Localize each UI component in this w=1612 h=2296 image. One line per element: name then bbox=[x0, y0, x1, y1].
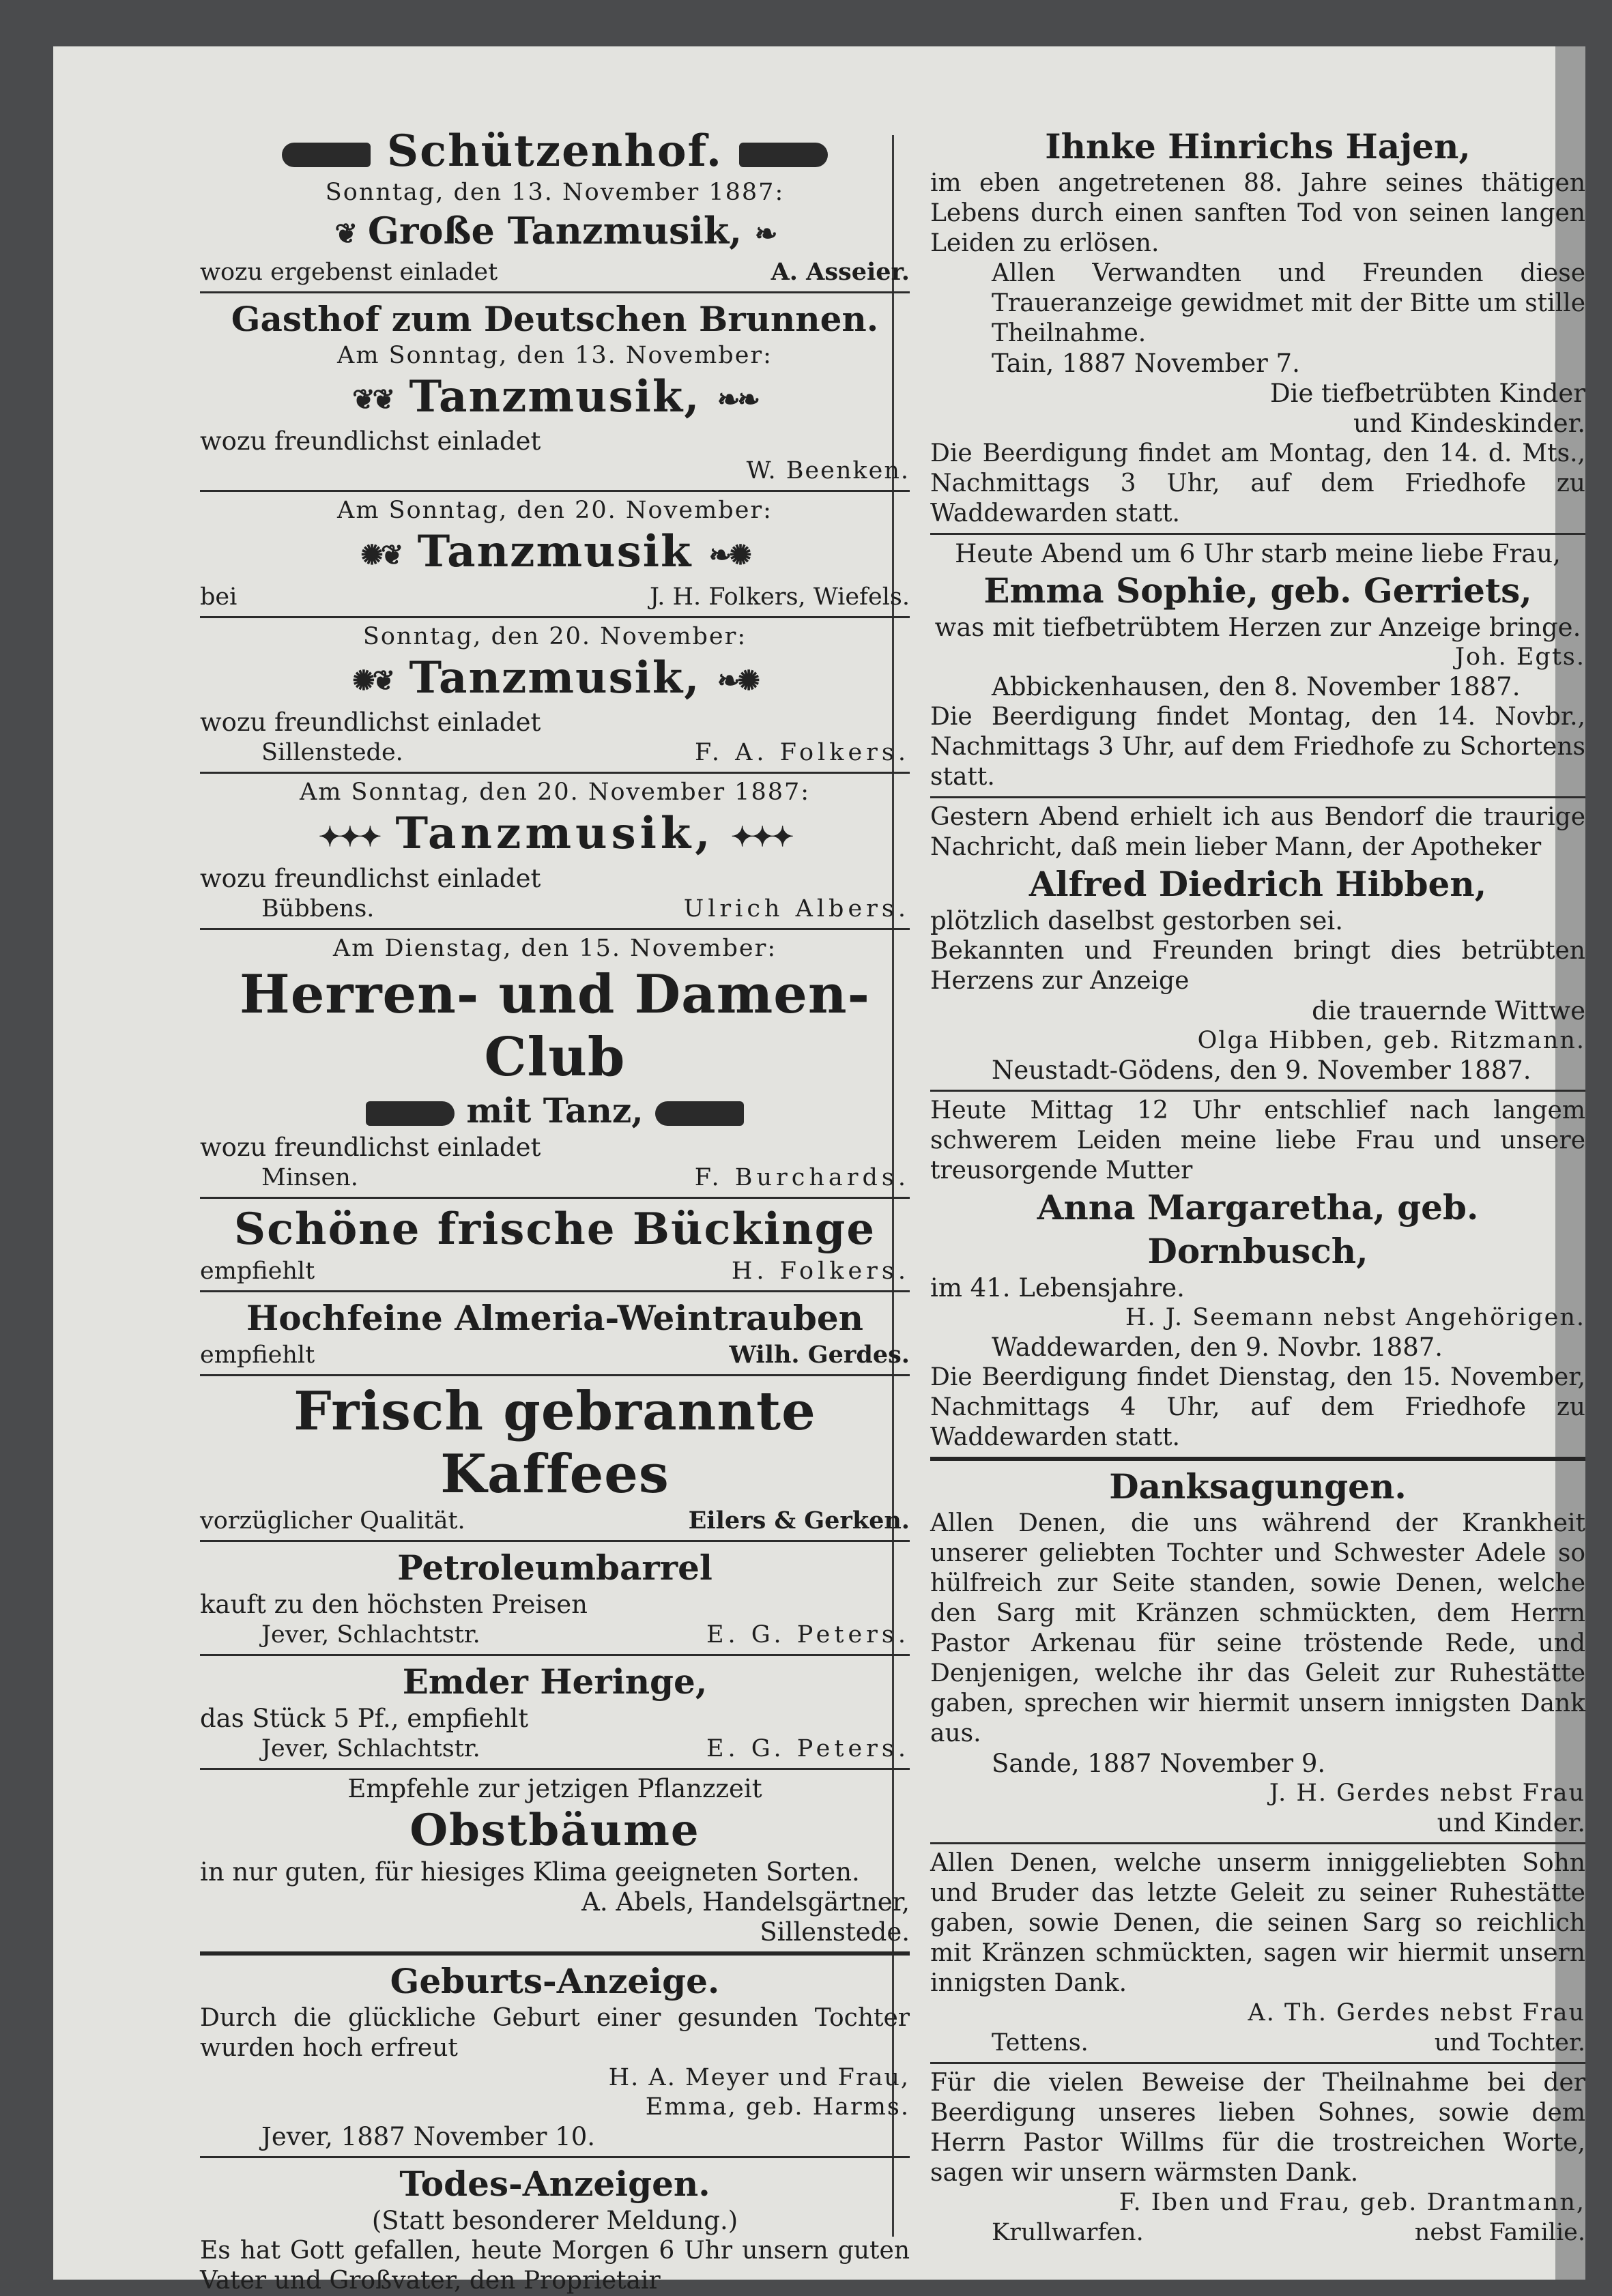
ad-date: Am Sonntag, den 20. November: bbox=[337, 497, 773, 525]
obit-text: was mit tiefbetrübtem Herzen zur Anzeige bringe. bbox=[934, 613, 1581, 642]
ad-place: Jever, 1887 November 10. bbox=[261, 2121, 596, 2151]
divider bbox=[200, 291, 910, 293]
ornament-icon: ❧ bbox=[754, 217, 775, 250]
ad-line: in nur guten, für hiesiges Klima geeigneten Sorten. bbox=[200, 1857, 860, 1887]
ad-signature: F. Burchards. bbox=[694, 1163, 910, 1191]
divider bbox=[200, 1540, 910, 1542]
obit-text-2: Allen Verwandten und Freunden diese Traueranzeige gewidmet mit der Bitte um stille Theilnahme. bbox=[992, 259, 1585, 347]
ad-signature: H. A. Meyer und Frau, bbox=[608, 2063, 910, 2091]
ad-signature: A. Asseier. bbox=[771, 257, 910, 286]
ad-folkers-wiefels bbox=[200, 496, 910, 612]
ad-signature: J. H. Folkers, Wiefels. bbox=[649, 583, 910, 611]
ad-bueckinge bbox=[200, 1203, 910, 1286]
obit-burial: Die Beerdigung findet Dienstag, den 15. November, Nachmittags 4 Uhr, auf dem Friedhofe zu Waddewarden statt. bbox=[930, 1363, 1585, 1451]
thanks-place: Tettens. bbox=[992, 2029, 1089, 2057]
obit-intro: Heute Abend um 6 Uhr starb meine liebe Frau, bbox=[955, 539, 1561, 568]
obit-gerriets bbox=[930, 539, 1585, 792]
divider bbox=[200, 616, 910, 618]
obit-intro: Gestern Abend erhielt ich aus Bendorf die traurige Nachricht, daß mein lieber Mann, der Apotheker bbox=[930, 803, 1585, 861]
divider bbox=[930, 1457, 1585, 1461]
ad-sub: (Statt besonderer Meldung.) bbox=[371, 2205, 738, 2235]
thanks-signature-2: und Tochter. bbox=[1434, 2029, 1585, 2057]
ad-albers bbox=[200, 778, 910, 924]
ad-title: Todes-Anzeigen. bbox=[399, 2163, 710, 2204]
ornament-icon: ✺❦ bbox=[360, 538, 401, 571]
divider bbox=[200, 1197, 910, 1199]
thanks-iben bbox=[930, 2068, 1585, 2248]
obit-text: im 41. Lebensjahre. bbox=[930, 1273, 1185, 1303]
obit-signature-2: Olga Hibben, geb. Ritzmann. bbox=[1197, 1027, 1585, 1054]
ornament-icon: ❦ bbox=[334, 217, 356, 250]
ad-place: Jever, Schlachtstr. bbox=[261, 1734, 480, 1762]
ad-signature: E. G. Peters. bbox=[706, 1734, 910, 1762]
divider bbox=[930, 533, 1585, 535]
divider bbox=[200, 490, 910, 492]
ad-kaffees bbox=[200, 1380, 910, 1536]
divider bbox=[930, 1842, 1585, 1844]
ad-folkers-sillenstede bbox=[200, 622, 910, 768]
obit-hajen bbox=[930, 125, 1585, 529]
ad-line: kauft zu den höchsten Preisen bbox=[200, 1589, 588, 1619]
divider bbox=[200, 2156, 910, 2158]
ad-schuetzenhof bbox=[200, 125, 910, 287]
ad-title: Petroleumbarrel bbox=[397, 1547, 713, 1588]
obit-place: Tain, 1887 November 7. bbox=[992, 349, 1300, 378]
ad-deutschen-brunnen bbox=[200, 297, 910, 486]
thanks-signature-2: und Kinder. bbox=[1437, 1808, 1585, 1837]
ad-place: Minsen. bbox=[261, 1163, 358, 1191]
ornament-icon: ❦❦ bbox=[352, 383, 393, 416]
obit-signature: die trauernde Wittwe bbox=[1312, 996, 1585, 1026]
thanks-signature: A. Th. Gerdes nebst Frau bbox=[1248, 1999, 1585, 2026]
ad-event: Tanzmusik, bbox=[395, 808, 715, 860]
obit-text: plötzlich daselbst gestorben sei. bbox=[930, 906, 1343, 935]
ad-title: Emder Heringe, bbox=[402, 1661, 708, 1702]
left-column bbox=[200, 125, 910, 2296]
ad-obstbaeume bbox=[200, 1774, 910, 1947]
thanks-title: Danksagungen. bbox=[1109, 1466, 1407, 1507]
ad-title: Obstbäume bbox=[409, 1804, 700, 1856]
ad-signature: Wilh. Gerdes. bbox=[729, 1340, 910, 1369]
obit-text: im eben angetretenen 88. Jahre seines thätigen Lebens durch einen sanften Tod von seinen langen Leiden zu erlösen. bbox=[930, 169, 1585, 257]
ad-text: Es hat Gott gefallen, heute Morgen 6 Uhr unsern guten Vater und Großvater, den Proprietair bbox=[200, 2236, 910, 2295]
obit-place: Waddewarden, den 9. Novbr. 1887. bbox=[992, 1333, 1443, 1362]
ad-weintrauben bbox=[200, 1296, 910, 1370]
divider bbox=[200, 1768, 910, 1770]
thanks-text: Allen Denen, die uns während der Krankheit unserer geliebten Tochter und Schwester Adele so hülfreich zur Seite standen, sowie Denen, welche den Sarg mit Kränzen schmückten, dem Herrn Pastor Arkenau für seine tröstende Rede, und Denjenigen, welche ihr das Geleit zur Ruhestätte gaben, sprechen wir hiermit unsern innigsten Dank aus. bbox=[930, 1509, 1585, 1747]
ad-date: Am Sonntag, den 20. November 1887: bbox=[299, 779, 811, 806]
thanks-signature-2: nebst Familie. bbox=[1414, 2219, 1585, 2246]
divider bbox=[200, 1374, 910, 1376]
divider bbox=[200, 928, 910, 930]
thanks-th-gerdes bbox=[930, 1848, 1585, 2058]
ornament-icon: ✦✦✦ bbox=[730, 820, 792, 853]
ad-signature: Eilers & Gerken. bbox=[688, 1506, 910, 1535]
pointing-hand-icon bbox=[655, 1101, 744, 1126]
pointing-hand-icon bbox=[282, 143, 371, 167]
obit-name: Alfred Diedrich Hibben, bbox=[1028, 864, 1487, 904]
pointing-hand-icon bbox=[739, 143, 828, 167]
divider bbox=[930, 1090, 1585, 1092]
ad-left: empfiehlt bbox=[200, 1257, 315, 1285]
ad-signature: F. A. Folkers. bbox=[695, 739, 910, 767]
ad-place: Bübbens. bbox=[261, 895, 375, 922]
obit-burial: Die Beerdigung findet am Montag, den 14. d. Mts., Nachmittags 3 Uhr, auf dem Friedhofe zu Waddewarden statt. bbox=[930, 439, 1585, 527]
thanks-signature: F. Iben und Frau, geb. Drantmann, bbox=[1119, 2189, 1585, 2216]
divider bbox=[200, 1951, 910, 1956]
ad-date: Sonntag, den 13. November 1887: bbox=[325, 179, 785, 206]
ad-line: das Stück 5 Pf., empfiehlt bbox=[200, 1703, 529, 1733]
ornament-icon: ✺❦ bbox=[352, 665, 393, 697]
ad-burchards bbox=[200, 934, 910, 1193]
newspaper-page bbox=[53, 46, 1585, 2295]
obit-dornbusch bbox=[930, 1096, 1585, 1453]
ad-invite: wozu freundlichst einladet bbox=[200, 863, 541, 893]
ad-geburt bbox=[200, 1960, 910, 2152]
ad-left: empfiehlt bbox=[200, 1341, 315, 1369]
divider bbox=[200, 772, 910, 774]
ad-bei: bei bbox=[200, 583, 238, 611]
divider bbox=[930, 2062, 1585, 2064]
thanks-text: Allen Denen, welche unserm inniggeliebten Sohn und Bruder das letzte Geleit zu seiner Ruhestätte gaben, sowie Denen, die seinen Sarg so reichlich mit Kränzen schmückten, sagen wir hiermit unsern innigsten Dank. bbox=[930, 1849, 1585, 1997]
ad-invite: wozu freundlichst einladet bbox=[200, 426, 541, 456]
ad-place: Jever, Schlachtstr. bbox=[261, 1621, 480, 1648]
thanks-signature: J. H. Gerdes nebst Frau bbox=[1269, 1779, 1585, 1807]
ad-text: Durch die glückliche Geburt einer gesunden Tochter wurden hoch erfreut bbox=[200, 2003, 910, 2062]
ad-intro: Empfehle zur jetzigen Pflanzzeit bbox=[347, 1773, 762, 1803]
obit-signature: Joh. Egts. bbox=[1454, 643, 1585, 671]
ad-event: Große Tanzmusik, bbox=[367, 209, 743, 252]
ad-signature: H. Folkers. bbox=[731, 1257, 910, 1285]
divider bbox=[200, 1654, 910, 1656]
obit-hibben bbox=[930, 802, 1585, 1086]
ad-invite: wozu freundlichst einladet bbox=[200, 1132, 541, 1162]
ad-sub: mit Tanz, bbox=[466, 1090, 644, 1131]
ad-signature-2: Emma, geb. Harms. bbox=[645, 2093, 910, 2121]
obit-place: Neustadt-Gödens, den 9. November 1887. bbox=[992, 1056, 1531, 1085]
ornament-icon: ✦✦✦ bbox=[318, 820, 379, 853]
ad-title: Geburts-Anzeige. bbox=[390, 1960, 720, 2001]
ad-event: Tanzmusik, bbox=[409, 370, 701, 422]
ad-left: vorzüglicher Qualität. bbox=[200, 1507, 465, 1535]
ad-place: Sillenstede. bbox=[261, 739, 403, 767]
ad-title: Frisch gebrannte Kaffees bbox=[293, 1380, 816, 1505]
ad-date: Am Sonntag, den 13. November: bbox=[337, 341, 773, 369]
ad-date: Am Dienstag, den 15. November: bbox=[332, 934, 777, 962]
ad-event: Tanzmusik, bbox=[409, 652, 701, 703]
obit-signature: H. J. Seemann nebst Angehörigen. bbox=[1125, 1304, 1585, 1331]
thanks-place: Krullwarfen. bbox=[992, 2219, 1144, 2246]
ad-heringe bbox=[200, 1660, 910, 1764]
obit-place: Abbickenhausen, den 8. November 1887. bbox=[992, 672, 1521, 701]
obit-name: Emma Sophie, geb. Gerriets, bbox=[983, 570, 1532, 611]
ad-title: Hochfeine Almeria-Weintrauben bbox=[246, 1297, 864, 1338]
thanks-gerdes bbox=[930, 1465, 1585, 1838]
ad-signature: E. G. Peters. bbox=[706, 1621, 910, 1648]
ad-invite: wozu freundlichst einladet bbox=[200, 708, 541, 738]
ad-signature: A. Abels, Handelsgärtner, bbox=[581, 1887, 910, 1917]
ad-invite: wozu ergebenst einladet bbox=[200, 258, 498, 286]
ad-event: Herren- und Damen-Club bbox=[240, 963, 870, 1088]
obit-signature-2: und Kindeskinder. bbox=[1353, 409, 1585, 438]
obit-text-2: Bekannten und Freunden bringt dies betrübten Herzens zur Anzeige bbox=[930, 937, 1585, 995]
ad-date: Sonntag, den 20. November: bbox=[362, 622, 747, 650]
ad-signature-place: Sillenstede. bbox=[760, 1917, 910, 1947]
obit-burial: Die Beerdigung findet Montag, den 14. Novbr., Nachmittags 3 Uhr, auf dem Friedhofe zu Schortens statt. bbox=[930, 703, 1585, 791]
ad-petroleumbarrel bbox=[200, 1546, 910, 1650]
ornament-icon: ❧✺ bbox=[717, 665, 758, 697]
obit-name: Ihnke Hinrichs Hajen, bbox=[1045, 126, 1471, 166]
thanks-place: Sande, 1887 November 9. bbox=[992, 1749, 1326, 1778]
ad-todes-anzeigen bbox=[200, 2162, 910, 2296]
ad-title: Schöne frische Bückinge bbox=[233, 1203, 876, 1255]
right-column bbox=[930, 125, 1585, 2248]
ad-signature: W. Beenken. bbox=[746, 457, 910, 485]
pointing-hand-icon bbox=[366, 1101, 455, 1126]
divider bbox=[930, 796, 1585, 798]
ad-signature: Ulrich Albers. bbox=[683, 895, 910, 922]
ad-title: Schützenhof. bbox=[386, 126, 723, 177]
obit-signature: Die tiefbetrübten Kinder bbox=[1269, 379, 1585, 408]
obit-name: Anna Margaretha, geb. Dornbusch, bbox=[1037, 1187, 1479, 1271]
ornament-icon: ❧✺ bbox=[708, 538, 749, 571]
ad-event: Tanzmusik bbox=[417, 526, 693, 578]
thanks-text: Für die vielen Beweise der Theilnahme bei der Beerdigung unseres lieben Sohnes, sowie dem Herrn Pastor Willms für die trostreichen Worte, sagen wir unsern wärmsten Dank. bbox=[930, 2069, 1585, 2187]
ad-title: Gasthof zum Deutschen Brunnen. bbox=[231, 298, 879, 339]
ornament-icon: ❧❧ bbox=[717, 383, 758, 416]
obit-intro: Heute Mittag 12 Uhr entschlief nach langem schwerem Leiden meine liebe Frau und unsere treusorgende Mutter bbox=[930, 1096, 1585, 1185]
divider bbox=[200, 1290, 910, 1292]
